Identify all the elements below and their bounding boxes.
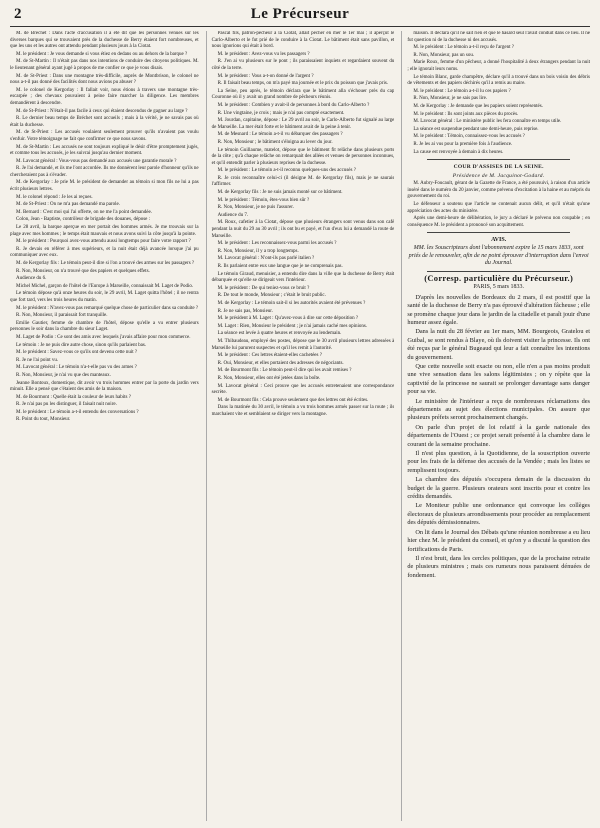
paragraph: M. le président : Le témoin a-t-il lu ces papiers ?: [413, 88, 511, 94]
paragraph: M. de Bréchet : Dans l'acte d'accusation il a été dit que les personnes venues sur les diverses barques qui se trouvaient près de la duchesse de Berry étaient fort nombreuses, et que les uns et les autres ont attendu pendant plusieurs jours à la Ciotat.: [10, 31, 199, 50]
paragraph: M. le président : Savez-vous ce qu'ils ont devenu cette nuit ?: [16, 350, 138, 356]
paragraph: M. de St-Priest : Dans une montagne très-difficile, auprès de Montbrison, le colonel ne nous a-t-il pas donné des facilités dont nous avions pu abuser ?: [10, 73, 199, 86]
paragraph: Le défenseur a soutenu que l'article ne contenait aucun délit, et qu'il n'était qu'une appréciation des actes du ministère.: [407, 202, 590, 214]
paragraph: M. Jourdan, capitaine, dépose : Le 29 avril au soir, le Carlo-Alberto fut signalé au large de Marseille. La mer était forte et le bâtiment avait de la peine à tenir.: [211, 118, 395, 130]
paragraph: R. Ils parlaient entre eux une langue que je ne comprenais pas.: [217, 264, 343, 269]
right-column-mid: [407, 181, 590, 229]
paragraph: R. Non, Monsieur, il y a trop longtemps.: [217, 248, 299, 254]
paragraph: Il n'est plus question, à la Quotidienne, de la souscription ouverte pour les frais de la défense des accusés de la Vendée ; mais les listes se remplissent toujours.: [407, 450, 590, 474]
paragraph: R. Je ne sais pas, Monsieur.: [217, 308, 273, 314]
right-column-top: [407, 31, 590, 156]
paragraph: R. Non, Monsieur, je n'ai vu que des manteaux.: [16, 372, 111, 378]
paragraph: M. de St-Martin : Il n'était pas dans nos intentions de conduire des citoyens politiques. M. le lieutenant général ayant jugé à propos de me confier ce que je vous disais.: [10, 59, 199, 71]
paragraph: M. le président : Le témoin a-t-il reçu de l'argent ?: [413, 45, 514, 51]
paragraph: M. Bernard : C'est moi qui l'ai offerte, on ne me l'a point demandée.: [16, 209, 152, 215]
paragraph: Dans la matinée du 30 avril, le témoin a vu trois hommes armés passer sur la route ; ils marchaient vite et semblaient se diriger vers la montagne.: [211, 405, 395, 417]
paragraph: M. le président : N'avez-vous pas remarqué quelque chose de particulier dans sa conduite ?: [16, 305, 199, 311]
paragraph: On lit dans le Journal des Débats qu'une réunion nombreuse a eu lieu hier chez M. le président du conseil, et qu'on y a discuté la question des fortifications de Paris.: [407, 528, 590, 553]
paragraph: M. le président : Pourquoi avez-vous attendu aussi longtemps pour faire votre rapport ?: [16, 239, 191, 245]
paragraph: Colon, Jean - Baptiste, contrôleur de brigade des douanes, dépose :: [16, 217, 150, 223]
right-column: [401, 31, 590, 821]
correspondance-title: (Corresp. particulière du Précurseur.): [424, 272, 574, 283]
divider: [427, 271, 570, 272]
masthead: [10, 6, 590, 27]
paragraph: M. Aubry-Foucault, gérant de la Gazette de France, a été poursuivi, à raison d'un article inséré dans le numéro du 20 janvier, comme prévenu d'excitation à la haine et au mépris du gouvernement du roi.: [407, 181, 590, 200]
paragraph: Le Moniteur publie une ordonnance qui convoque les collèges électoraux de plusieurs arrondissements pour procéder au remplacement des députés démissionnaires.: [407, 502, 590, 527]
paragraph: Le témoin dépose qu'à onze heures du soir, le 29 avril, M. Laget quitta l'hôtel ; il ne rentra que fort tard, vers les trois heures du matin.: [10, 291, 199, 303]
paragraph: Emilie Gautier, femme de chambre de l'hôtel, dépose qu'elle a vu entrer plusieurs personnes le soir dans la chambre du sieur Laget.: [10, 320, 199, 333]
paragraph: R. Non, Monsieur, je ne puis l'assurer.: [217, 205, 294, 211]
paragraph: R. Non, Monsieur, pas un sou.: [413, 52, 475, 58]
paragraph: D'après les nouvelles de Bordeaux du 2 mars, il est positif que la santé de la duchesse de Berry n'a pas éprouvé d'altération fâcheuse ; elle se promène chaque jour dans le jardin de la citadelle et paraît jouir d'une humeur assez égale.: [407, 293, 590, 326]
paragraph: R. Je crois reconnaître celui-ci (il désigne M. de Kergorlay fils), mais je ne saurais l'affirmer.: [211, 175, 395, 188]
paragraph: M. de Kergorlay : Je prie M. le président de demander au témoin si mon fils ne lui a pas écrit plusieurs lettres.: [10, 180, 199, 193]
paragraph: M. Laget : Rien, Monsieur le président ; je n'ai jamais caché mes opinions.: [217, 323, 368, 329]
paragraph: La Seine, peu après, le témoin déclara que le bâtiment alla s'échouer près du cap Couronne où il y avait un grand nombre de pêcheurs réunis.: [211, 88, 395, 101]
paragraph: M. Lavocat général : N'ont-ils pas parlé italien ?: [217, 256, 315, 262]
avis-body: MM. les Souscripteurs dont l'abonnement expire le 15 mars 1833, sont priés de le renouveler, afin de ne point éprouver d'interruption dans l'envoi du Journal.: [408, 245, 589, 267]
columns: [10, 31, 590, 821]
paragraph: M. le président : Vous a-t-on donné de l'argent ?: [217, 73, 314, 79]
newspaper-title: Le Précurseur: [250, 6, 350, 22]
paragraph: R. Je l'ai demandé, et ils me l'ont accordée. Ils me donnèrent leur parole d'honneur qu'ils ne chercheraient pas à s'évader.: [10, 166, 199, 178]
paragraph: R. Non, Monsieur, je ne sais pas lire.: [413, 96, 488, 102]
paragraph: La cause est renvoyée à demain à dix heures.: [413, 149, 504, 155]
left-column: [10, 31, 199, 821]
paragraph: M. Roux, cafetier à la Ciotat, dépose que plusieurs étrangers sont venus dans son café pendant la nuit du 29 au 30 avril ; ils ont bu et payé, et l'un d'eux lui a demandé la route de Marseille.: [211, 220, 395, 239]
paragraph: R. Non, Monsieur ; le bâtiment s'éloigna au lever du jour.: [217, 139, 333, 145]
paragraph: R. Oui, Monsieur, et elles portaient des adresses de négociants.: [217, 360, 344, 366]
paragraph: R. Non, Monsieur, on n'a trouvé que des papiers et quelques effets.: [16, 268, 150, 274]
paragraph: M. de Kergorlay fils : Le témoin peut-il dire si l'on a trouvé des armes sur les passagers ?: [16, 261, 195, 266]
paragraph: La séance est levée à quatre heures et renvoyée au lendemain.: [217, 331, 342, 337]
paragraph: M. de St-Priest : On ne m'a pas demandé ma parole.: [16, 202, 120, 208]
paragraph: M. le colonel de Kergorlay : Il fallait voir, nous étions à travers une montagne très-escarpée ; des chevaux pouvaient à peine faire marcher la diligence. Les membres demandèrent à descendre.: [10, 87, 199, 106]
paragraph: M. de Bourmont : Quelle était la couleur de leurs habits ?: [16, 394, 131, 400]
paragraph: R. J'en ai vu plusieurs sur le pont ; ils paraissaient inquiets et regardaient souvent du côté de la terre.: [211, 59, 395, 71]
court-section-title: COUR D'ASSISES DE LA SEINE.: [453, 164, 544, 171]
paragraph: R. Je devais en référer à mes supérieurs, et la nuit était déjà avancée lorsque j'ai pu communiquer avec eux.: [10, 246, 199, 259]
paragraph: Que cette nouvelle soit exacte ou non, elle n'en a pas moins produit une vive sensation dans les salons légitimistes ; on y répète que la captivité de la princesse ne saurait se prolonger davantage sans danger pour sa vie.: [407, 362, 590, 396]
right-column-body: [407, 294, 590, 580]
paragraph: Le témoin Blanc, garde champêtre, déclare qu'il a trouvé dans un bois voisin des débris de vêtements et des papiers déchirés qu'il a remis au maire.: [407, 74, 590, 87]
paragraph: R. Une vingtaine, je crois ; mais je n'ai pas compté exactement.: [217, 110, 345, 116]
paragraph: La séance est suspendue pendant une demi-heure, puis reprise.: [413, 126, 539, 132]
paragraph: M. le président : Témoin, êtes-vous bien sûr ?: [217, 197, 310, 203]
paragraph: R. Non, Monsieur, elles ont été jetées dans la boîte.: [217, 375, 321, 381]
paragraph: M. de St-Priest : N'était-il pas facile à ceux qui étaient descendus de gagner au large ?: [16, 108, 188, 114]
paragraph: R. Je ne l'ai point vu.: [16, 357, 59, 363]
paragraph: Pascal fils, patron-pêcheur à la Ciotat, allait pêcher en mer le 1er mai ; il aperçut le Carlo-Alberto et le fut prié de le conduire à la Ciotat. Le bâtiment était sans pavillon, et nous ignorions qui était à bord.: [211, 31, 395, 50]
paragraph: M. de Mesnard : Le témoin a-t-il vu débarquer des passagers ?: [217, 132, 343, 138]
paragraph: M. le président : Le témoin a-t-il reconnu quelques-uns des accusés ?: [217, 168, 356, 174]
paragraph: M. Lavocat général : Le témoin n'a-t-elle pas vu des armes ?: [16, 365, 137, 371]
paragraph: Le témoin Guillaume, matelot, dépose que le bâtiment fit relâche dans plusieurs ports de la côte ; qu'à chaque relâche on remarquait des allées et venues de personnes inconnues, et qu'il entendit parler à plusieurs reprises de la duchesse.: [211, 147, 395, 166]
paragraph: M. le président : Témoin, connaissez-vous les accusés ?: [413, 134, 525, 140]
paragraph: maison. Il déclara qu'il ne sait rien et que le hasard seul l'avait conduit dans ce lieu. Il ne fut question ni de la duchesse ni des accusés.: [407, 31, 590, 43]
paragraph: M. le président : Le témoin a-t-il entendu des conversations ?: [16, 409, 139, 415]
paragraph: R. Point du tout, Monsieur.: [16, 417, 71, 423]
paragraph: Le témoin : Je ne puis dire autre chose, sinon qu'ils parlaient bas.: [16, 342, 147, 348]
paragraph: M. Thibaudeau, employé des postes, dépose que le 30 avril plusieurs lettres adressées à Marseille lui parurent suspectes et qu'il les remit à l'autorité.: [211, 338, 395, 351]
divider: [427, 232, 570, 233]
paragraph: Après une demi-heure de délibération, le jury a déclaré le prévenu non coupable ; en conséquence M. le président a prononcé son acquittement.: [407, 216, 590, 228]
paragraph: R. De tout le monde, Monsieur ; c'était le bruit public.: [217, 293, 326, 299]
paragraph: M. Lavocat général : Le ministère public les fera connaître en temps utile.: [413, 119, 562, 125]
paragraph: M. de Kergorlay fils : Je ne suis jamais monté sur ce bâtiment.: [217, 190, 343, 196]
middle-column: [206, 31, 395, 821]
paragraph: M. de St-Priest : Les accusés voulaient seulement prouver qu'ils n'avaient pas voulu s'enfuir. Votre témoignage ne fait que confirmer ce que nous savons.: [10, 130, 199, 142]
paragraph: M. Laget de Podio : Ce sont des amis avec lesquels j'avais affaire pour mon commerce.: [16, 334, 191, 340]
paragraph: R. Le dernier beau temps de Bréchet sont accueils ; mais à la vérité, je ne savais pas où était la duchesse.: [10, 116, 199, 128]
paragraph: M. de Kergorlay : Le témoin sait-il si les autorités avaient été prévenues ?: [217, 300, 366, 306]
paragraph: M. le président : De qui teniez-vous ce bruit ?: [217, 285, 310, 291]
paragraph: R. Je n'ai pas pu les distinguer, il faisait nuit noire.: [16, 402, 117, 408]
paragraph: Audience du 6.: [16, 276, 47, 282]
paragraph: M. le président : Avez-vous vu les passagers ?: [217, 51, 310, 57]
paragraph: Michel Michel, garçon de l'hôtel de l'Europe à Marseille, connaissait M. Laget de Podio.: [16, 283, 194, 289]
paragraph: Audience du 7.: [217, 212, 249, 218]
dateline: PARIS, 5 mars 1833.: [473, 284, 524, 291]
court-section-subtitle: Présidence de M. Jacquinot-Godard.: [452, 172, 545, 179]
paragraph: M. le président : Ils sont joints aux pièces du procès.: [413, 111, 519, 117]
paragraph: Il n'est bruit, dans les cercles politiques, que de la prochaine retraite de plusieurs ministres ; mais ces rumeurs nous paraissent dénuées de fondement.: [407, 554, 590, 579]
paragraph: Le témoin Giraud, menuisier, a entendu dire dans la ville que la duchesse de Berry était débarquée et qu'elle se dirigeait vers l'intérieur.: [211, 271, 395, 284]
paragraph: M. le président : Combien y avait-il de personnes à bord du Carlo-Alberto ?: [217, 102, 370, 108]
paragraph: M. de Bourmont fils : Cela prouve seulement que des lettres ont été écrites.: [217, 397, 369, 403]
paragraph: Le 28 avril, la barque aperçue en mer portait des hommes armés. Je me trouvais sur la plage avec mes hommes ; le temps était mauvais et nous avons suivi la côte jusqu'à la pointe.: [10, 225, 199, 237]
paragraph: R. Je les ai vus pour la première fois à l'audience.: [413, 141, 513, 147]
paragraph: M. de Bourmont fils : Le témoin peut-il dire qui les avait remises ?: [217, 368, 352, 374]
paragraph: Jeanne Bontoux, domestique, dit avoir vu trois hommes entrer par la porte du jardin vers minuit. Elle a pensé que c'étaient des amis de la maison.: [10, 380, 199, 393]
page-number: 2: [14, 6, 22, 22]
paragraph: M. le président : Ces lettres étaient-elles cachetées ?: [217, 353, 322, 359]
paragraph: M. Lavocat général : Ceci prouve que les accusés entretenaient une correspondance secrète.: [211, 383, 395, 396]
paragraph: M. de St-Martin : Les accusés ne sont toujours expliqué le désir d'être promptement jugés, et comme tous les accusés, je les suivrai jusqu'au dernier moment.: [10, 144, 199, 157]
paragraph: Dans la nuit du 28 février au 1er mars, MM. Bourgeois, Gratelou et Guibal, se sont rendus à Blaye, où ils doivent visiter la princesse. Ils ont été reçus par le général Bugeaud qui leur a fait connaître les intentions du gouvernement.: [407, 328, 590, 361]
paragraph: On parle d'un projet de loi relatif à la garde nationale des départements de l'Ouest ; ce projet serait présenté à la chambre dans le courant de la semaine prochaine.: [407, 423, 590, 448]
divider: [427, 159, 570, 160]
avis-title: AVIS.: [491, 237, 507, 244]
paragraph: M. de Kergorlay : Je demande que les papiers soient représentés.: [413, 103, 543, 109]
paragraph: Marie Roux, femme d'un pêcheur, a donné l'hospitalité à deux étrangers pendant la nuit ; elle ignorait leurs noms.: [407, 60, 590, 72]
paragraph: M. Lavocat général : Vous-vous pas demandé aux accusés une garantie morale ?: [16, 158, 177, 164]
paragraph: La chambre des députés s'occupera demain de la discussion du budget de la guerre. Plusieurs orateurs sont inscrits pour et contre les crédits demandés.: [407, 476, 590, 501]
paragraph: Le ministère de l'intérieur a reçu de nombreuses réclamations des départements au sujet des élections municipales. On assure que plusieurs préfets seront prochainement changés.: [407, 397, 590, 422]
paragraph: M. le président : Les reconnaissez-vous parmi les accusés ?: [217, 241, 337, 247]
paragraph: M. le président à M. Laget : Qu'avez-vous à dire sur cette déposition ?: [217, 316, 359, 322]
paragraph: M. le colonel répond : Je les ai reçues.: [16, 194, 93, 200]
paragraph: M. le président : Je vous demande si vous étiez en dedans ou au dehors de la barque ?: [16, 51, 188, 57]
paragraph: R. Non, Monsieur, il paraissait fort tranquille.: [16, 313, 108, 319]
paragraph: R. Il faisait beau temps, on m'a payé ma journée et le prix du poisson que j'avais pris.: [217, 81, 389, 87]
